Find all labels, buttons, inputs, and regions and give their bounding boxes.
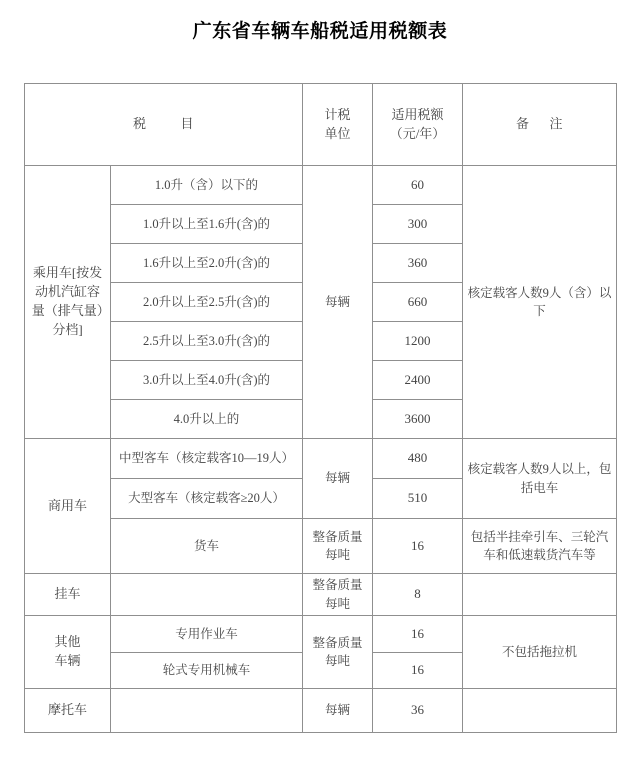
header-tax-unit-line1: 计税 [324,106,351,122]
category-other-vehicle [25,616,111,689]
category-other-line1: 其他 [54,634,81,650]
motorcycle-amount: 36 [373,689,463,733]
header-remark-char-1: 备 [515,116,530,132]
header-applicable-amount [373,84,463,166]
trailer-amount: 8 [373,574,463,616]
passenger-detail-7: 4.0升以上的 [111,400,303,439]
other-amount-wheeled-machinery: 16 [373,653,463,689]
header-remark-char-2: 注 [549,116,564,132]
passenger-amount-5: 1200 [373,322,463,361]
commercial-amount-medium-bus: 480 [373,439,463,479]
page-title: 广东省车辆车船税适用税额表 [192,21,448,42]
header-tax-item-char-1: 税 [132,116,147,132]
header-tax-unit [303,84,373,166]
category-trailer: 挂车 [25,574,111,616]
unit-truck-line1: 整备质量 [312,529,363,544]
table-header-row [25,84,617,166]
passenger-amount-3: 360 [373,244,463,283]
tax-table-container [24,83,616,733]
category-commercial-vehicle: 商用车 [25,439,111,574]
passenger-detail-1: 1.0升（含）以下的 [111,166,303,205]
header-tax-item-char-2: 目 [180,116,195,132]
motorcycle-detail [111,689,303,733]
passenger-detail-2: 1.0升以上至1.6升(含)的 [111,205,303,244]
table-row [25,519,617,574]
table-row [25,166,617,205]
unit-truck-line2: 每吨 [324,548,350,562]
remark-passenger: 核定载客人数9人（含）以下 [463,166,617,439]
passenger-detail-5: 2.5升以上至3.0升(含)的 [111,322,303,361]
unit-trailer-per-ton [303,574,373,616]
remark-other: 不包括拖拉机 [463,616,617,689]
remark-commercial-bus: 核定载客人数9人以上，包括电车 [463,439,617,519]
unit-trailer-line1: 整备质量 [312,578,363,593]
table-row [25,616,617,653]
passenger-amount-6: 2400 [373,361,463,400]
passenger-detail-3: 1.6升以上至2.0升(含)的 [111,244,303,283]
commercial-detail-large-bus: 大型客车（核定载客≥20人） [111,479,303,519]
passenger-detail-6: 3.0升以上至4.0升(含)的 [111,361,303,400]
category-other-line2: 车辆 [54,653,81,668]
category-passenger-vehicle: 乘用车[按发动机汽缸容量（排气量）分档] [25,166,111,439]
unit-motorcycle-per-vehicle: 每辆 [303,689,373,733]
commercial-detail-medium-bus: 中型客车（核定载客10—19人） [111,439,303,479]
commercial-detail-truck: 货车 [111,519,303,574]
unit-commercial-per-vehicle: 每辆 [303,439,373,519]
passenger-amount-1: 60 [373,166,463,205]
trailer-detail [111,574,303,616]
unit-other-per-ton [303,616,373,689]
unit-trailer-line2: 每吨 [324,596,350,611]
passenger-amount-7: 3600 [373,400,463,439]
other-amount-special-purpose: 16 [373,616,463,653]
unit-truck-per-ton [303,519,373,574]
passenger-detail-4: 2.0升以上至2.5升(含)的 [111,283,303,322]
remark-truck: 包括半挂牵引车、三轮汽车和低速载货汽车等 [463,519,617,574]
passenger-amount-2: 300 [373,205,463,244]
other-detail-special-purpose: 专用作业车 [111,616,303,653]
header-tax-unit-line2: 单位 [324,125,351,141]
table-row [25,574,617,616]
other-detail-wheeled-machinery: 轮式专用机械车 [111,653,303,689]
remark-trailer [463,574,617,616]
header-tax-item [25,84,303,166]
table-row [25,439,617,479]
passenger-amount-4: 660 [373,283,463,322]
table-row [25,689,617,733]
header-remark [463,84,617,166]
commercial-amount-large-bus: 510 [373,479,463,519]
header-amount-line2: （元/年） [389,125,446,141]
unit-other-line2: 每吨 [324,654,350,668]
commercial-amount-truck: 16 [373,519,463,574]
remark-motorcycle [463,689,617,733]
unit-other-line1: 整备质量 [312,635,363,650]
category-motorcycle: 摩托车 [25,689,111,733]
tax-rate-table [24,83,617,733]
header-amount-line1: 适用税额 [391,106,444,122]
unit-passenger-per-vehicle: 每辆 [303,166,373,439]
